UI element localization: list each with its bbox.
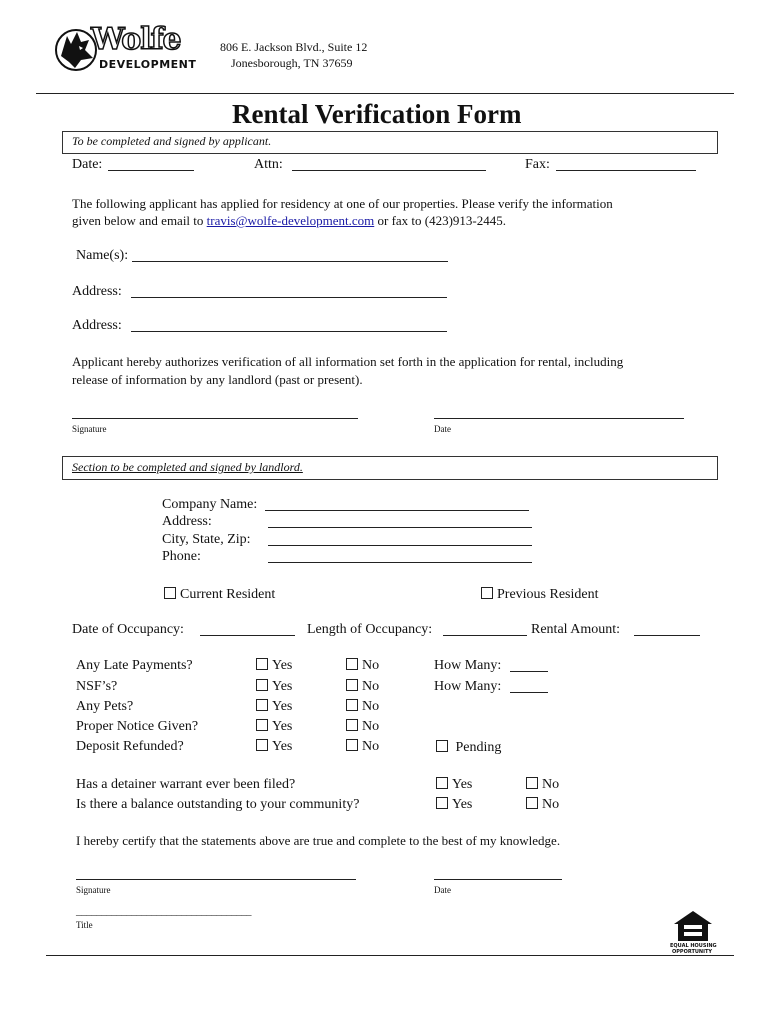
certify-statement: I hereby certify that the statements above are true and complete to the best of my knowledge. xyxy=(76,833,561,848)
equal-housing-house-icon xyxy=(670,908,716,944)
date-occupancy-label: Date of Occupancy: xyxy=(72,622,184,637)
previous-resident-checkbox[interactable] xyxy=(481,587,493,599)
applicant-signature-caption: Signature xyxy=(72,424,107,434)
intro-line1: The following applicant has applied for residency at one of our properties. Please verify the information xyxy=(72,196,613,211)
checkbox[interactable] xyxy=(346,739,358,751)
pending-label: Pending xyxy=(455,740,502,755)
late-payments-yes[interactable] xyxy=(256,658,292,674)
logo-subtitle: DEVELOPMENT xyxy=(99,58,197,71)
phone-field[interactable] xyxy=(268,562,532,563)
equal-housing-logo xyxy=(670,908,716,956)
length-occupancy-label: Length of Occupancy: xyxy=(307,622,433,637)
eho-text-line2: OPPORTUNITY xyxy=(672,949,713,955)
landlord-signature-caption: Signature xyxy=(76,885,111,895)
attn-field[interactable] xyxy=(292,170,486,171)
no-label: No xyxy=(362,679,380,694)
checkbox[interactable] xyxy=(256,658,268,670)
company-name-label: Company Name: xyxy=(162,497,258,512)
authorize-line1: Applicant hereby authorizes verification of all information set forth in the application for rental, including xyxy=(72,354,624,369)
question-late-payments: Any Late Payments? xyxy=(76,658,193,673)
checkbox[interactable] xyxy=(256,719,268,731)
applicant-signature-field[interactable] xyxy=(72,418,358,419)
checkbox[interactable] xyxy=(346,719,358,731)
no-label: No xyxy=(542,797,560,812)
city-state-zip-field[interactable] xyxy=(268,545,532,546)
date-occupancy-field[interactable] xyxy=(200,635,295,636)
landlord-date-caption: Date xyxy=(434,885,451,895)
date-label: Date: xyxy=(72,157,103,172)
proper-notice-no[interactable] xyxy=(346,719,379,735)
pets-yes[interactable] xyxy=(256,699,292,715)
late-payments-no[interactable] xyxy=(346,658,379,674)
no-label: No xyxy=(362,699,380,714)
question-detainer: Has a detainer warrant ever been filed? xyxy=(76,777,296,792)
detainer-no[interactable] xyxy=(526,777,559,793)
title-caption: Title xyxy=(76,920,93,930)
current-resident-checkbox[interactable] xyxy=(164,587,176,599)
current-resident-label: Current Resident xyxy=(180,587,276,602)
email-link[interactable]: travis@wolfe-development.com xyxy=(206,213,375,228)
intro-text-b: or fax to (423)913-2445. xyxy=(377,213,507,228)
landlord-banner-text: Section to be completed and signed by landlord. xyxy=(72,460,303,474)
balance-no[interactable] xyxy=(526,797,559,813)
intro-text-a: given below and email to xyxy=(72,213,204,228)
intro-line2 xyxy=(72,212,506,230)
length-occupancy-field[interactable] xyxy=(443,635,527,636)
detainer-yes[interactable] xyxy=(436,777,472,793)
no-label: No xyxy=(362,719,380,734)
yes-label: Yes xyxy=(452,777,473,792)
pets-no[interactable] xyxy=(346,699,379,715)
landlord-address-label: Address: xyxy=(162,514,212,529)
applicant-date-field[interactable] xyxy=(434,418,684,419)
question-proper-notice: Proper Notice Given? xyxy=(76,719,199,734)
address-label-1: Address: xyxy=(72,284,122,299)
applicant-banner-text: To be completed and signed by applicant. xyxy=(72,134,272,148)
yes-label: Yes xyxy=(272,699,293,714)
nsf-no[interactable] xyxy=(346,679,379,695)
no-label: No xyxy=(362,658,380,673)
title-field[interactable]: ___________________________________ xyxy=(76,905,251,917)
attn-label: Attn: xyxy=(254,157,283,172)
checkbox[interactable] xyxy=(436,777,448,789)
rental-amount-label: Rental Amount: xyxy=(531,622,621,637)
checkbox[interactable] xyxy=(256,739,268,751)
fax-label: Fax: xyxy=(525,157,550,172)
checkbox[interactable] xyxy=(346,679,358,691)
footer-divider xyxy=(46,955,734,956)
yes-label: Yes xyxy=(272,658,293,673)
yes-label: Yes xyxy=(272,719,293,734)
city-state-zip-label: City, State, Zip: xyxy=(162,532,251,547)
deposit-pending[interactable] xyxy=(436,740,501,756)
question-pets: Any Pets? xyxy=(76,699,134,714)
yes-label: Yes xyxy=(452,797,473,812)
previous-resident-label: Previous Resident xyxy=(497,587,599,602)
question-deposit-refunded: Deposit Refunded? xyxy=(76,739,184,754)
company-logo xyxy=(55,22,197,76)
deposit-refunded-yes[interactable] xyxy=(256,739,292,755)
phone-label: Phone: xyxy=(162,549,201,564)
question-nsf: NSF’s? xyxy=(76,679,118,694)
no-label: No xyxy=(362,739,380,754)
checkbox[interactable] xyxy=(256,699,268,711)
rental-amount-field[interactable] xyxy=(634,635,700,636)
company-name-field[interactable] xyxy=(265,510,529,511)
names-field[interactable] xyxy=(132,261,448,262)
date-field[interactable] xyxy=(108,170,194,171)
nsf-yes[interactable] xyxy=(256,679,292,695)
checkbox[interactable] xyxy=(346,699,358,711)
late-payments-how-many-field[interactable] xyxy=(510,671,548,672)
late-payments-how-many-label: How Many: xyxy=(434,658,502,673)
landlord-signature-field[interactable] xyxy=(76,879,356,880)
header-divider xyxy=(36,93,734,94)
fax-field[interactable] xyxy=(556,170,696,171)
address-field-1[interactable] xyxy=(131,297,447,298)
proper-notice-yes[interactable] xyxy=(256,719,292,735)
nsf-how-many-label: How Many: xyxy=(434,679,502,694)
nsf-how-many-field[interactable] xyxy=(510,692,548,693)
landlord-address-field[interactable] xyxy=(268,527,532,528)
checkbox[interactable] xyxy=(346,658,358,670)
eho-text-line1: EQUAL HOUSING xyxy=(670,943,717,949)
checkbox[interactable] xyxy=(526,797,538,809)
checkbox[interactable] xyxy=(526,777,538,789)
company-address-line1: 806 E. Jackson Blvd., Suite 12 xyxy=(220,40,368,54)
current-resident-option[interactable] xyxy=(164,587,275,603)
company-address-line2: Jonesborough, TN 37659 xyxy=(231,56,353,70)
page-title: Rental Verification Form xyxy=(232,99,522,129)
checkbox[interactable] xyxy=(256,679,268,691)
previous-resident-option[interactable] xyxy=(481,587,599,603)
question-balance: Is there a balance outstanding to your community? xyxy=(76,797,360,812)
logo-wordmark: Wolfe xyxy=(91,22,181,57)
landlord-date-field[interactable] xyxy=(434,879,562,880)
yes-label: Yes xyxy=(272,679,293,694)
applicant-date-caption: Date xyxy=(434,424,451,434)
balance-yes[interactable] xyxy=(436,797,472,813)
authorize-line2: release of information by any landlord (past or present). xyxy=(72,372,363,387)
checkbox[interactable] xyxy=(436,797,448,809)
yes-label: Yes xyxy=(272,739,293,754)
names-label: Name(s): xyxy=(76,248,129,263)
address-field-2[interactable] xyxy=(131,331,447,332)
no-label: No xyxy=(542,777,560,792)
deposit-refunded-no[interactable] xyxy=(346,739,379,755)
address-label-2: Address: xyxy=(72,318,122,333)
checkbox[interactable] xyxy=(436,740,448,752)
